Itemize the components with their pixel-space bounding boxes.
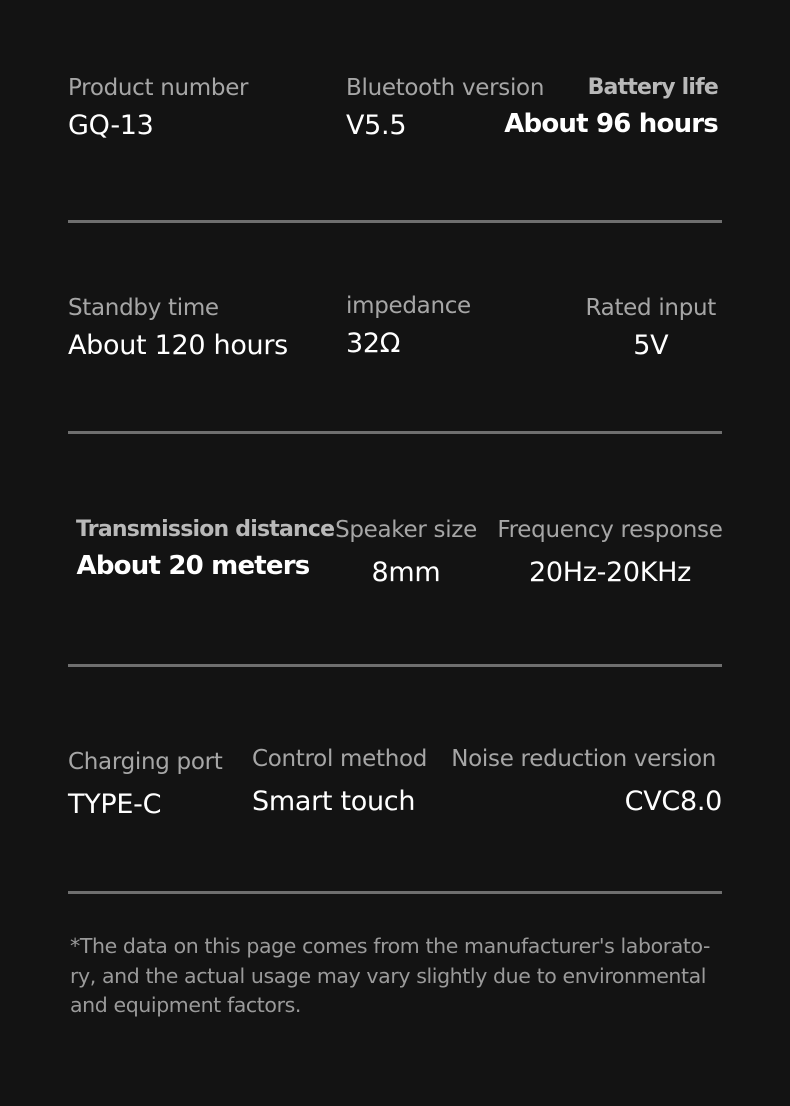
spec-label: impedance bbox=[346, 293, 471, 319]
spec-label: Speaker size bbox=[335, 517, 477, 543]
spec-control-method bbox=[252, 746, 427, 817]
spec-speaker-size bbox=[334, 517, 478, 588]
spec-value: TYPE-C bbox=[68, 789, 162, 820]
spec-value: 8mm bbox=[371, 557, 441, 588]
spec-battery-life bbox=[504, 75, 718, 139]
spec-label: Battery life bbox=[587, 75, 718, 100]
spec-label: Standby time bbox=[68, 295, 219, 321]
spec-value: 20Hz-20KHz bbox=[528, 557, 692, 588]
spec-charging-port bbox=[68, 749, 223, 820]
spec-label: Frequency response bbox=[497, 517, 723, 543]
spec-value: GQ-13 bbox=[68, 110, 154, 141]
spec-value: V5.5 bbox=[346, 110, 407, 141]
spec-label: Bluetooth version bbox=[346, 75, 545, 101]
divider bbox=[68, 431, 722, 434]
spec-transmission-distance bbox=[76, 517, 335, 581]
divider bbox=[68, 220, 722, 223]
spec-label: Transmission distance bbox=[76, 517, 335, 542]
spec-impedance bbox=[346, 293, 471, 359]
spec-value: 32Ω bbox=[346, 328, 401, 359]
spec-label: Rated input bbox=[585, 295, 716, 321]
divider bbox=[68, 891, 722, 894]
spec-label: Noise reduction version bbox=[451, 746, 716, 772]
spec-value: About 20 meters bbox=[76, 551, 310, 581]
spec-product-number bbox=[68, 75, 248, 141]
spec-frequency-response bbox=[497, 517, 723, 588]
spec-value: About 120 hours bbox=[68, 330, 288, 361]
spec-rated-input bbox=[585, 295, 716, 361]
spec-noise-reduction-version bbox=[451, 746, 722, 817]
spec-label: Charging port bbox=[68, 749, 223, 775]
divider bbox=[68, 664, 722, 667]
disclaimer-footnote: *The data on this page comes from the manufacturer's laborato-ry, and the actual usage may vary slightly due to environmental and equipment factors. bbox=[70, 934, 711, 1017]
spec-label: Control method bbox=[252, 746, 428, 772]
spec-value: Smart touch bbox=[252, 786, 416, 817]
spec-standby-time bbox=[68, 295, 288, 361]
spec-value: About 96 hours bbox=[504, 109, 718, 139]
spec-label: Product number bbox=[68, 75, 249, 101]
spec-value: CVC8.0 bbox=[624, 786, 722, 817]
spec-value: 5V bbox=[633, 330, 669, 361]
